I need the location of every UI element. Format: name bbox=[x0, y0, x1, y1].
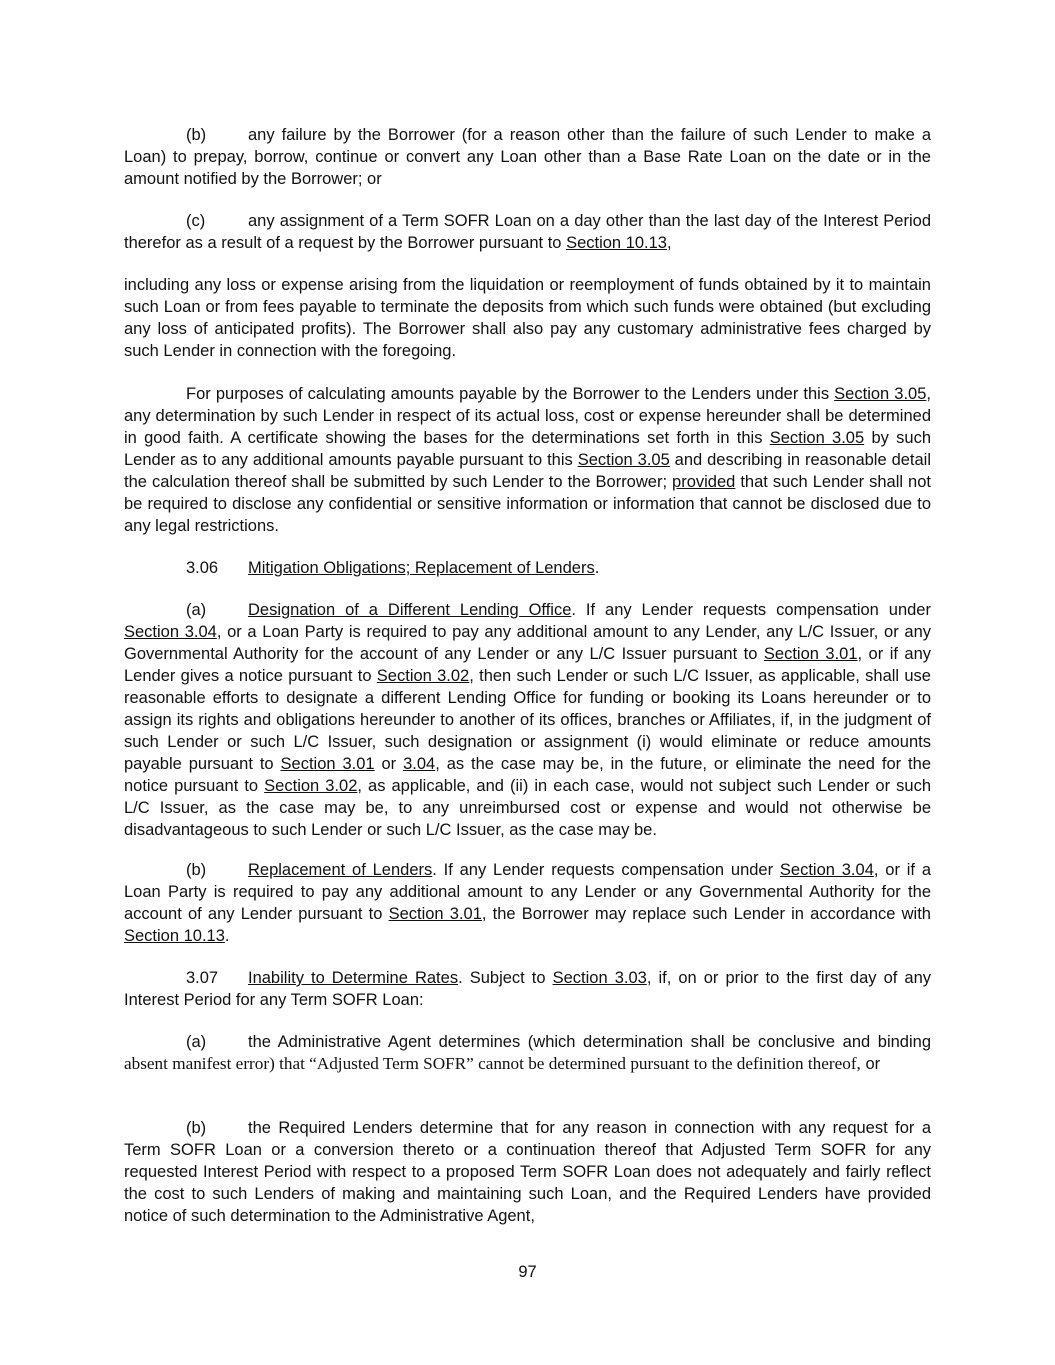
clause-label: (a) bbox=[186, 601, 207, 619]
paragraph-3-06-a: (a) Designation of a Different Lending Office. If any Lender requests compensation under Section 3.04, or a Loan Party is required to pay any additional amount to any Lender, any L/C Issuer, or any Governmental Authority for the account of any Lender or any L/C Issuer pursuant to Section 3.01, or if any Lender gives a notice pursuant to Section 3.02, then such Lender or such L/C Issuer, as applicable, shall use reasonable efforts to designate a different Lending Office for funding or booking its Loans hereunder or to assign its rights and obligations hereunder to another of its offices, branches or Affiliates, if, in the judgment of such Lender or such L/C Issuer, such designation or assignment (i) would eliminate or reduce amounts payable pursuant to Section 3.01 or 3.04, as the case may be, in the future, or eliminate the need for the notice pursuant to Section 3.02, as applicable, and (ii) in each case, would not subject such Lender or such L/C Issuer, as the case may be, to any unreimbursed cost or expense and would not otherwise be disadvantageous to such Lender or such L/C Issuer, as the case may be. bbox=[124, 601, 932, 839]
section-reference: Section 3.05 bbox=[577, 451, 670, 469]
section-reference: Section 3.01 bbox=[280, 755, 375, 773]
section-reference: Section 3.05 bbox=[834, 385, 927, 403]
proviso-term: provided bbox=[672, 473, 736, 491]
paragraph-text: any assignment of a Term SOFR Loan on a day other than the last day of the Interest Period therefor as a result of a request by the Borrower pursuant to bbox=[124, 212, 931, 252]
section-number: 3.06 bbox=[186, 559, 219, 577]
paragraph-text: any failure by the Borrower (for a reason other than the failure of such Lender to make a Loan) to prepay, borrow, continue or convert any Loan other than a Base Rate Loan on the date or in the amount notified by the Borrower; or bbox=[124, 126, 931, 188]
paragraph-including bbox=[124, 274, 931, 362]
section-reference: Section 3.03 bbox=[552, 969, 647, 987]
paragraph-text: including any loss or expense arising from the liquidation or reemployment of funds obtained by it to maintain such Loan or from fees payable to terminate the deposits from which such funds were obtained (but excluding any loss of anticipated profits). The Borrower shall also pay any customary administrative fees charged by such Lender in connection with the foregoing. bbox=[124, 276, 931, 360]
section-reference: Section 3.04 bbox=[779, 861, 874, 879]
section-reference: Section 10.13 bbox=[124, 927, 225, 945]
paragraph-b-failure bbox=[124, 124, 931, 190]
clause-label: (b) bbox=[186, 126, 207, 144]
section-reference: Section 3.04 bbox=[124, 623, 217, 641]
section-heading-3-06: 3.06 Mitigation Obligations; Replacement of Lenders. bbox=[186, 559, 600, 577]
section-reference: Section 10.13 bbox=[566, 234, 667, 252]
section-reference: Section 3.01 bbox=[388, 905, 482, 923]
section-reference: Section 3.02 bbox=[376, 667, 470, 685]
paragraph-for-purposes: For purposes of calculating amounts payable by the Borrower to the Lenders under this Section 3.05, any determination by such Lender in respect of its actual loss, cost or expense hereunder shall be determined in good faith. A certificate showing the bases for the determinations set forth in this Section 3.05 by such Lender as to any additional amounts payable pursuant to this Section 3.05 and describing in reasonable detail the calculation thereof shall be submitted by such Lender to the Borrower; provided that such Lender shall not be required to disclose any confidential or sensitive information or information that cannot be disclosed due to any legal restrictions. bbox=[124, 385, 932, 535]
section-heading-3-07: 3.07 Inability to Determine Rates. Subject to Section 3.03, if, on or prior to the first day of any Interest Period for any Term SOFR Loan: bbox=[124, 969, 931, 1009]
clause-label: (c) bbox=[186, 212, 206, 230]
section-reference: Section 3.01 bbox=[763, 645, 858, 663]
clause-title: Designation of a Different Lending Office bbox=[248, 601, 572, 619]
page-number: 97 bbox=[518, 1263, 537, 1281]
clause-label: (b) bbox=[186, 1119, 207, 1137]
clause-label: (a) bbox=[186, 1033, 207, 1051]
section-title: Inability to Determine Rates bbox=[248, 969, 459, 987]
section-reference: Section 3.05 bbox=[769, 429, 865, 447]
section-reference: 3.04 bbox=[403, 755, 436, 773]
paragraph-3-07-a: (a) the Administrative Agent determines (which determination shall be conclusive and binding absent manifest error) that “Adjusted Term SOFR” cannot be determined pursuant to the definition thereof, or bbox=[124, 1033, 931, 1073]
paragraph-3-06-b: (b) Replacement of Lenders. If any Lender requests compensation under Section 3.04, or if a Loan Party is required to pay any additional amount to any Lender or any Governmental Authority for the account of any Lender pursuant to Section 3.01, the Borrower may replace such Lender in accordance with Section 10.13. bbox=[124, 861, 932, 945]
paragraph-3-07-b bbox=[124, 1117, 931, 1227]
section-title: Mitigation Obligations; Replacement of Lenders bbox=[248, 559, 595, 577]
section-number: 3.07 bbox=[186, 969, 219, 987]
clause-label: (b) bbox=[186, 861, 207, 879]
section-reference: Section 3.02 bbox=[264, 777, 358, 795]
paragraph-text: the Required Lenders determine that for any reason in connection with any request for a Term SOFR Loan or a conversion thereto or a continuation thereof that Adjusted Term SOFR for any requested Interest Period with respect to a proposed Term SOFR Loan does not adequately and fairly reflect the cost to such Lenders of making and maintaining such Loan, and the Required Lenders have provided notice of such determination to the Administrative Agent, bbox=[124, 1119, 931, 1225]
paragraph-c-assignment: (c) any assignment of a Term SOFR Loan on a day other than the last day of the Interest Period therefor as a result of a request by the Borrower pursuant to Section 10.13, bbox=[124, 212, 931, 252]
clause-title: Replacement of Lenders bbox=[248, 861, 433, 879]
